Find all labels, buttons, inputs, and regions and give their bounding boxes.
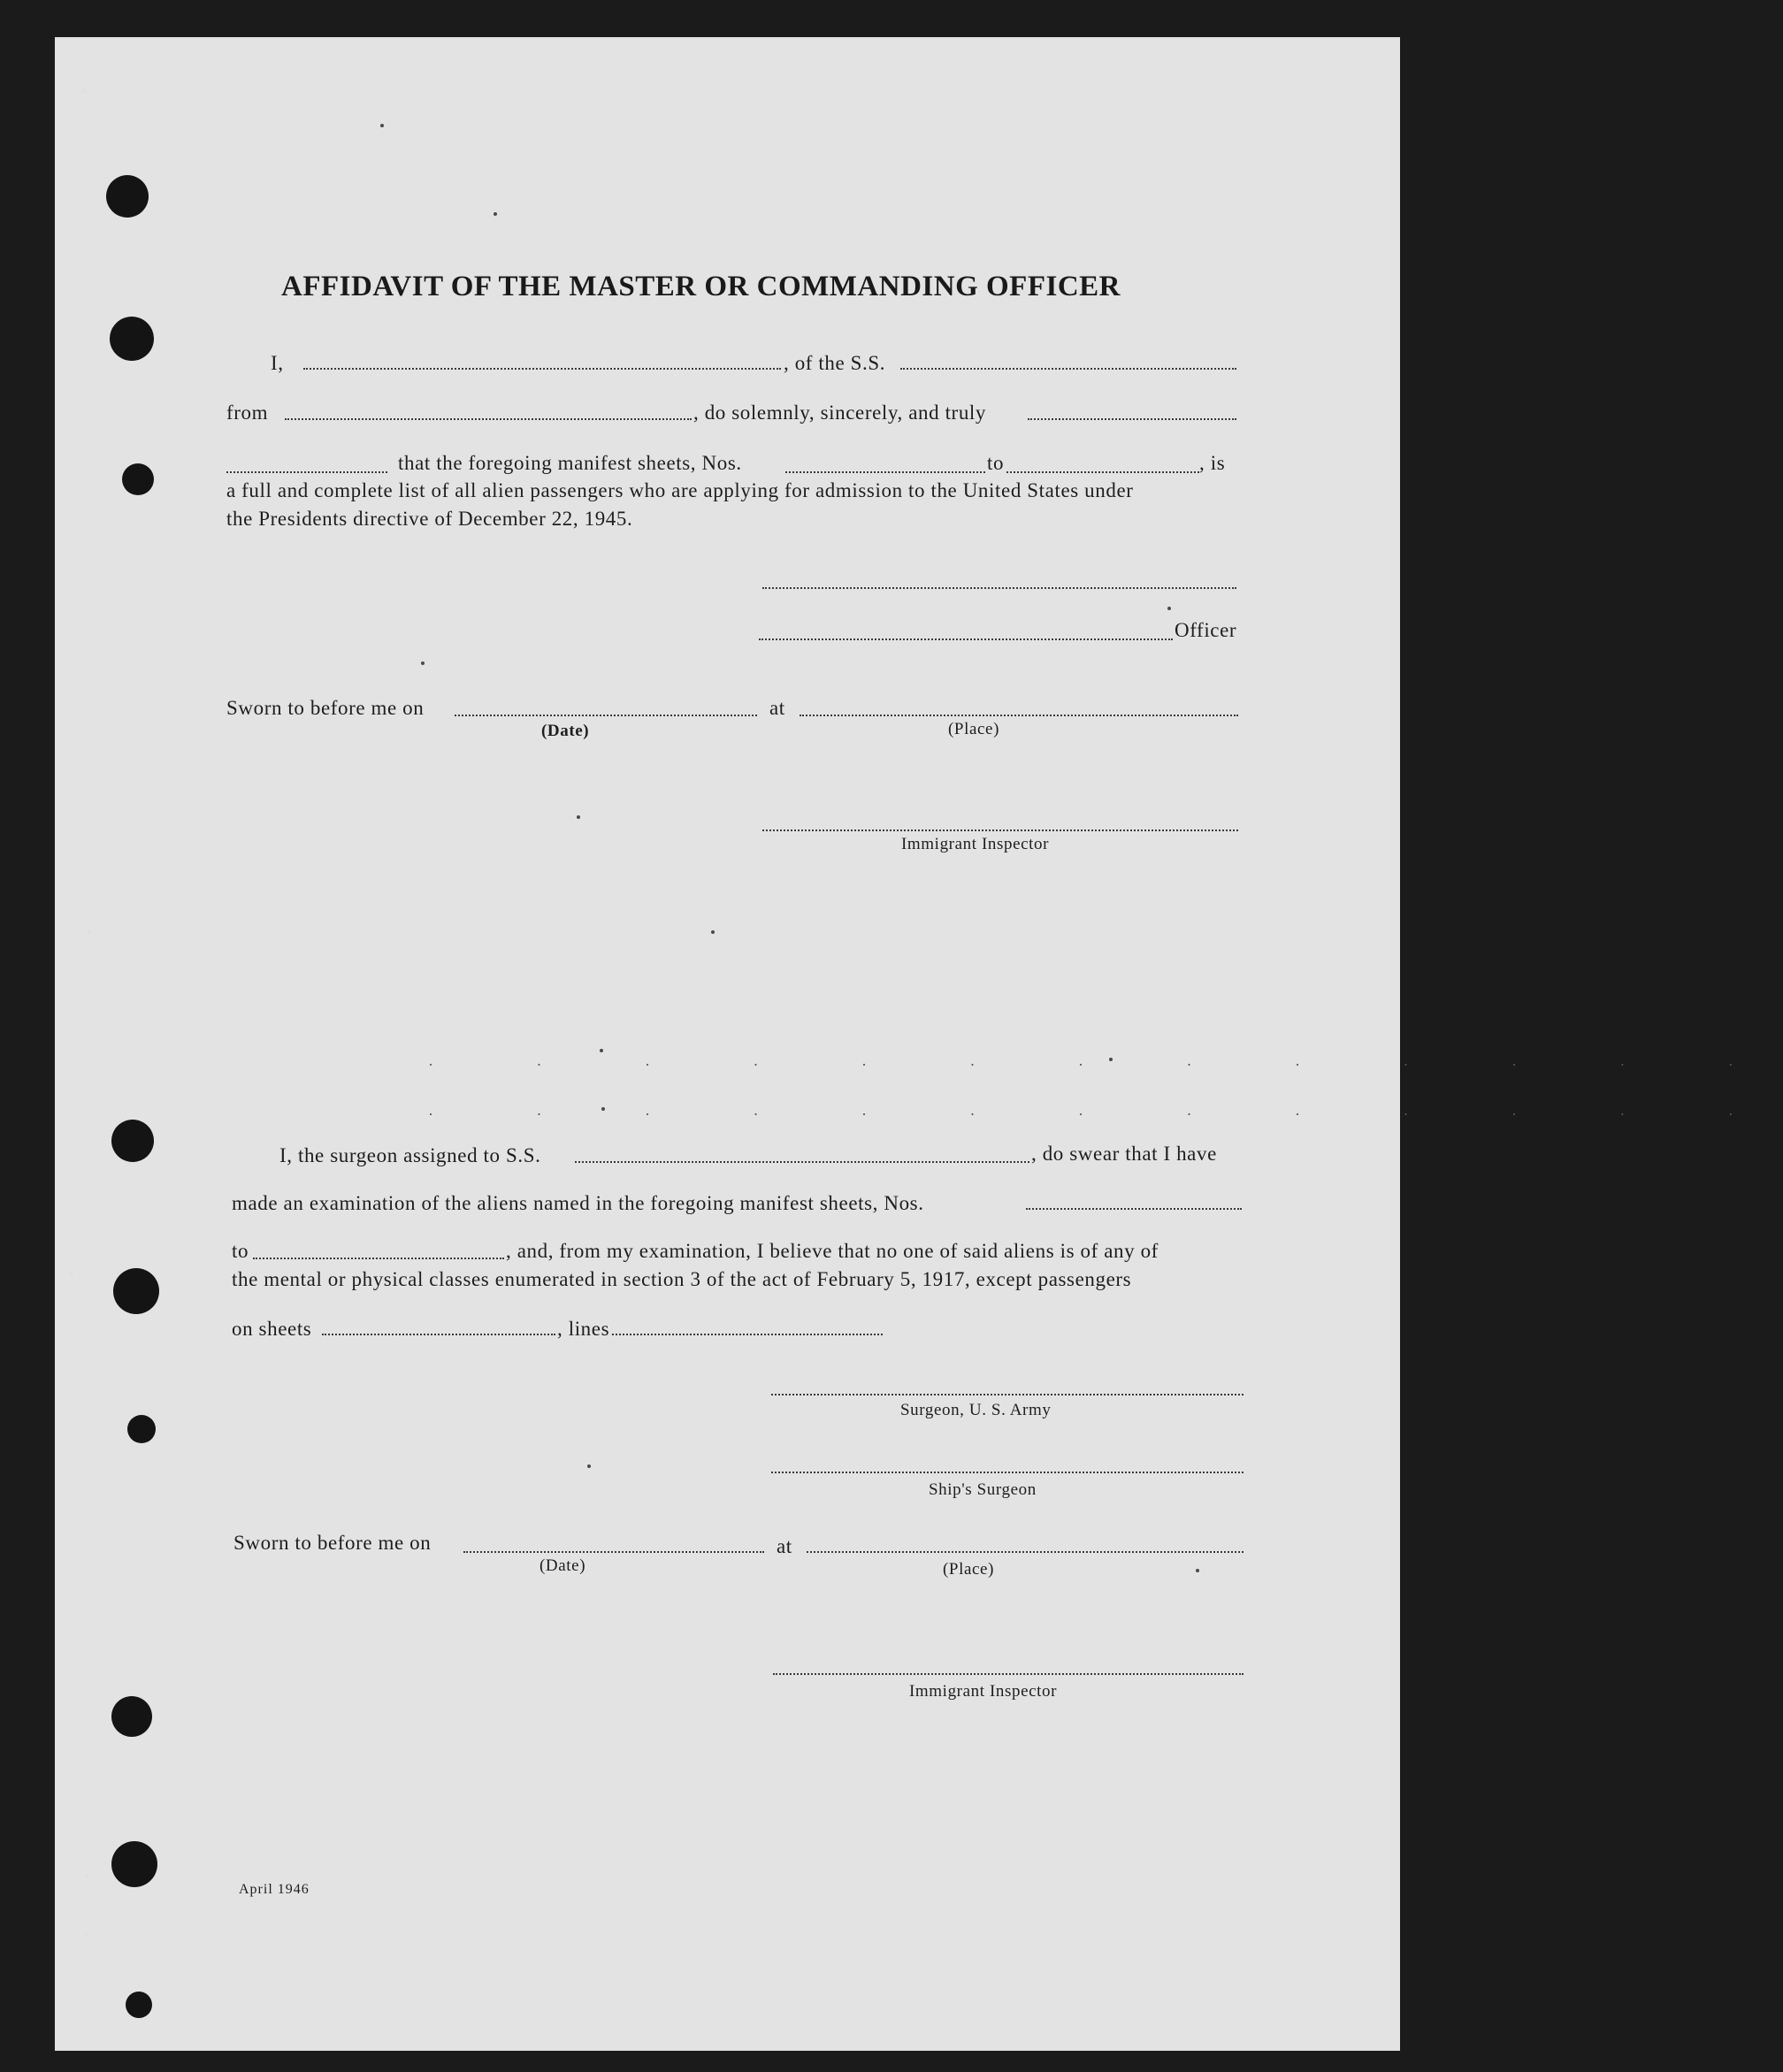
master-inspector-label: Immigrant Inspector [901, 835, 1050, 853]
officer-label: Officer [1175, 619, 1237, 641]
master-sworn-place-field[interactable] [800, 715, 1238, 716]
master-from-field[interactable] [285, 418, 692, 420]
surgeon-at-label: at [777, 1535, 792, 1557]
surgeon-nos-from-field[interactable] [1026, 1208, 1242, 1210]
surgeon-sworn-place-field[interactable] [807, 1551, 1244, 1553]
master-place-caption: (Place) [948, 720, 999, 738]
punch-hole [111, 1120, 154, 1162]
master-nos-from-field[interactable] [785, 471, 985, 473]
form-date-footer: April 1946 [239, 1882, 310, 1897]
army-surgeon-label: Surgeon, U. S. Army [900, 1401, 1052, 1419]
master-manifest-label: that the foregoing manifest sheets, Nos. [398, 452, 742, 474]
surgeon-lines-label: , lines [557, 1318, 610, 1340]
form-page [55, 37, 1400, 2051]
punch-hole [126, 1992, 152, 2018]
master-i-label: I, [271, 352, 284, 374]
surgeon-nos-to-field[interactable] [253, 1258, 504, 1259]
surgeon-lines-field[interactable] [612, 1334, 883, 1335]
surgeon-to-label: to [232, 1240, 249, 1262]
master-of-ss-label: , of the S.S. [784, 352, 886, 374]
ships-surgeon-label: Ship's Surgeon [929, 1480, 1037, 1499]
form-title: AFFIDAVIT OF THE MASTER OR COMMANDING OFFICER [281, 271, 1121, 302]
master-signature-field[interactable] [762, 587, 1236, 589]
officer-name-field[interactable] [759, 638, 1173, 640]
master-text-line4: a full and complete list of all alien passengers who are applying for admission to the United States under [226, 479, 1134, 501]
master-name-field[interactable] [303, 368, 781, 370]
surgeon-sworn-label: Sworn to before me on [233, 1532, 432, 1554]
surgeon-inspector-signature-field[interactable] [773, 1673, 1244, 1675]
surgeon-line2: made an examination of the aliens named in the foregoing manifest sheets, Nos. [232, 1192, 924, 1214]
master-to-label: to [987, 452, 1005, 474]
surgeon-date-caption: (Date) [539, 1556, 586, 1575]
master-text-line5: the Presidents directive of December 22, 1945. [226, 508, 633, 530]
punch-hole [110, 317, 154, 361]
master-from-label: from [226, 401, 269, 424]
punch-hole [111, 1696, 152, 1737]
master-is-label: , is [1199, 452, 1226, 474]
ships-surgeon-signature-field[interactable] [771, 1472, 1244, 1473]
master-swear-field[interactable] [1028, 418, 1236, 420]
surgeon-place-caption: (Place) [943, 1560, 994, 1579]
surgeon-ship-field[interactable] [575, 1161, 1029, 1163]
surgeon-inspector-label: Immigrant Inspector [909, 1682, 1058, 1701]
surgeon-line4: the mental or physical classes enumerated in section 3 of the act of February 5, 1917, except passengers [232, 1268, 1132, 1290]
master-ship-field[interactable] [900, 368, 1236, 370]
master-solemn-label: , do solemnly, sincerely, and truly [693, 401, 987, 424]
punch-hole [122, 463, 154, 495]
dot-row-decoration: · · · · · · · · · · · · · [428, 1105, 1783, 1123]
surgeon-sheets-label: on sheets [232, 1318, 312, 1340]
master-at-label: at [769, 697, 785, 719]
punch-hole [127, 1415, 156, 1443]
surgeon-line1-end: , do swear that I have [1031, 1143, 1217, 1165]
punch-hole [106, 175, 149, 218]
surgeon-line3-rest: , and, from my examination, I believe that no one of said aliens is of any of [506, 1240, 1159, 1262]
master-sworn-label: Sworn to before me on [226, 697, 425, 719]
surgeon-sheets-field[interactable] [322, 1334, 555, 1335]
surgeon-sworn-date-field[interactable] [463, 1551, 764, 1553]
punch-hole [113, 1268, 159, 1314]
army-surgeon-signature-field[interactable] [771, 1394, 1244, 1395]
master-inspector-signature-field[interactable] [762, 830, 1238, 831]
master-sworn-date-field[interactable] [455, 715, 757, 716]
punch-hole [111, 1841, 157, 1887]
master-oath-field[interactable] [226, 471, 387, 473]
surgeon-line1: I, the surgeon assigned to S.S. [279, 1144, 541, 1166]
master-date-caption: (Date) [541, 722, 590, 740]
master-nos-to-field[interactable] [1006, 471, 1199, 473]
dot-row-decoration: · · · · · · · · · · · · · [428, 1056, 1783, 1074]
